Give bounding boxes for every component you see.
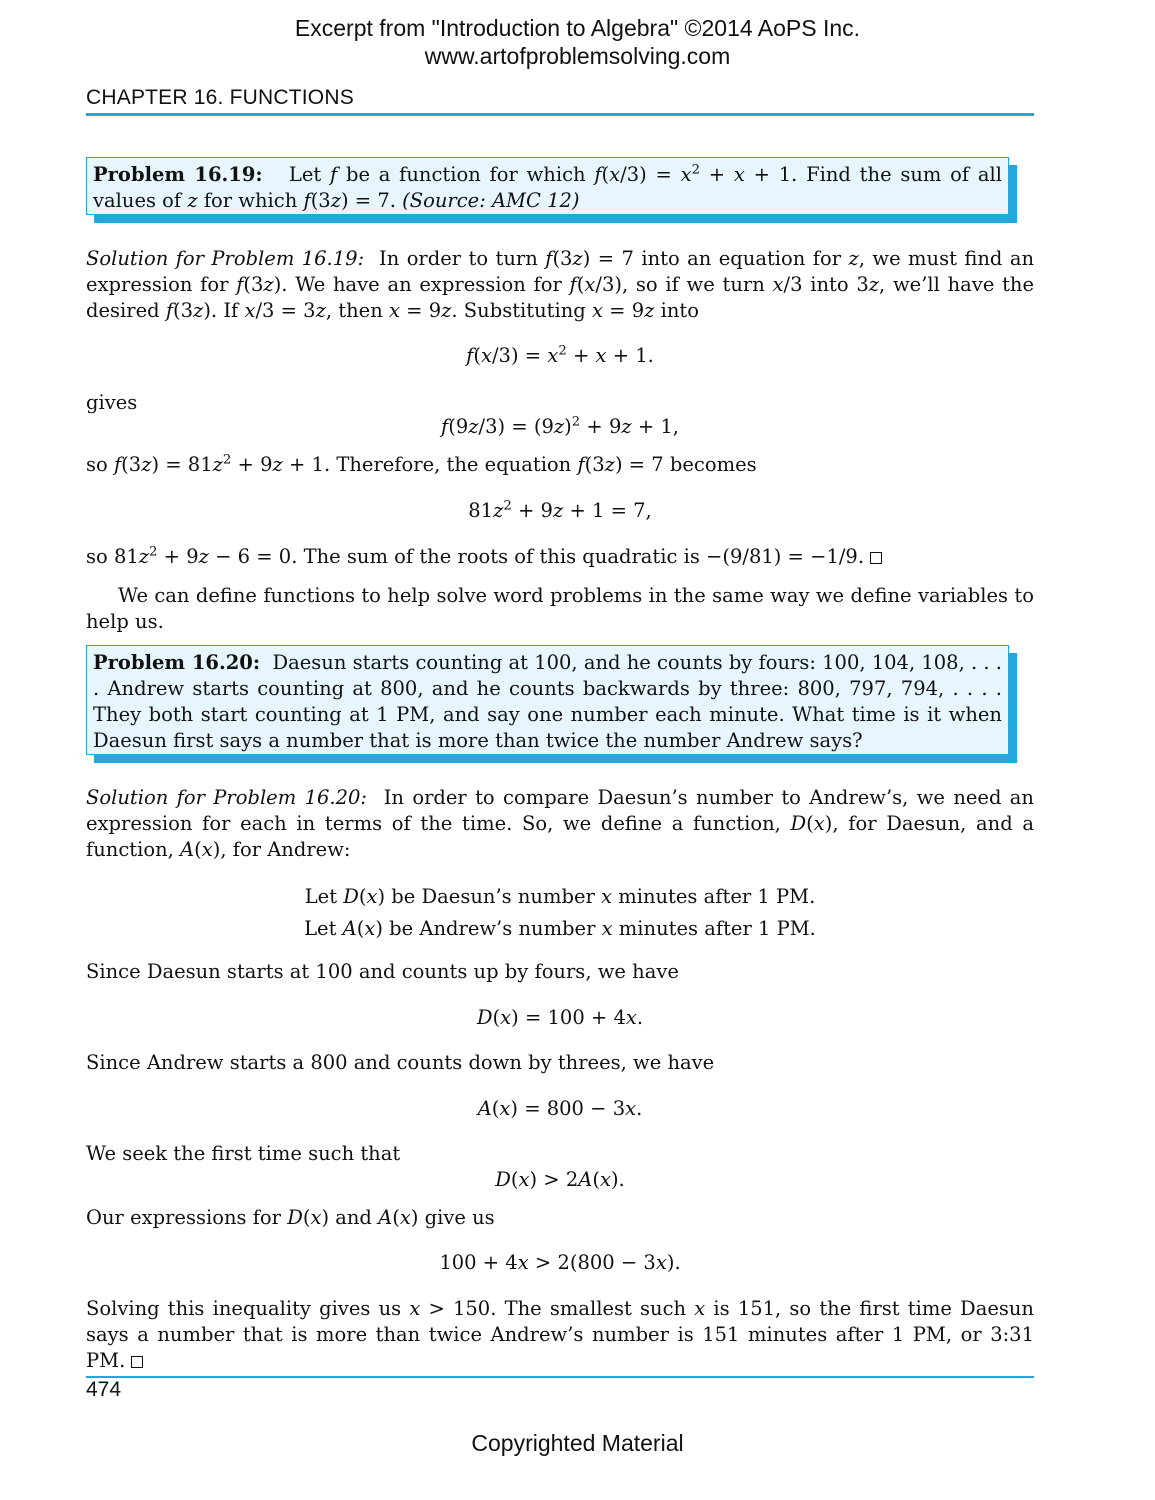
text-gives: gives — [86, 391, 138, 414]
chapter-heading: CHAPTER 16. FUNCTIONS — [86, 86, 354, 109]
excerpt-header — [0, 14, 1155, 70]
excerpt-title: Excerpt from "Introduction to Algebra" ©2014 AoPS Inc. — [294, 15, 861, 41]
definition-d: Let D(x) be Daesun’s number x minutes after 1 PM. — [304, 885, 816, 908]
solution-16-20-intro: Solution for Problem 16.20: In order to compare Daesun’s number to Andrew’s, we need an expression for each in terms of the time. So, we define a function, D(x), for Daesun, and a function, A(x), for Andrew: — [86, 786, 1034, 861]
function-definitions — [86, 881, 1034, 945]
qed-square-icon — [131, 1356, 143, 1368]
equation-quadratic: $81z^2 + 9z + 1 = 7$, — [468, 498, 652, 522]
equation-d-of-x: D(x) = 100 + 4x. — [476, 1006, 644, 1029]
problem-16-19-label: Problem 16.19: — [93, 163, 263, 186]
inequality-expanded: 100 + 4x > 2(800 − 3x). — [439, 1251, 681, 1274]
text-since-daesun: Since Daesun starts at 100 and counts up by fours, we have — [86, 960, 679, 983]
qed-square-icon — [870, 552, 882, 564]
problem-16-20-text: Daesun starts counting at 100, and he counts by fours: 100, 104, 108, . . . . Andrew starts counting at 800, and he counts backwards by three: 800, 797, 794, . . . . They both start counting at 1 PM, and say one number each minute. What time is it when Daesun first says a number that is more than twice the number Andrew says? — [93, 651, 1002, 752]
text-sum-of-roots: so $81z^2 + 9z - 6 = 0$. The sum of the roots of this quadratic is −(9/81) = −1/9. — [86, 544, 1034, 570]
equation-a-of-x: A(x) = 800 − 3x. — [477, 1097, 643, 1120]
inequality-d-gt-2a: D(x) > 2A(x). — [495, 1168, 625, 1191]
problem-16-19-text: Let f be a function for which $f(x/3) = x^2 + x + 1$. Find the sum of all values of z for which f(3z) = 7. — [93, 162, 1002, 212]
text-our-expressions: Our expressions for D(x) and A(x) give us — [86, 1206, 495, 1229]
problem-16-20-box — [86, 645, 1009, 755]
transition-paragraph: We can define functions to help solve word problems in the same way we define variables to help us. — [86, 584, 1034, 633]
definition-a: Let A(x) be Andrew’s number x minutes after 1 PM. — [304, 917, 816, 940]
equation-f-9z-over-3: $f(9z/3) = (9z)^2 + 9z + 1$, — [441, 414, 679, 438]
text-conclusion: Solving this inequality gives us x > 150. The smallest such x is 151, so the first time Daesun says a number that is more than twice Andrew’s number is 151 minutes after 1 PM, or 3:31 PM. — [86, 1297, 1034, 1372]
solution-16-20-label: Solution for Problem 16.20: — [86, 786, 367, 809]
solution-16-19-label: Solution for Problem 16.19: — [86, 247, 365, 270]
footer-rule — [86, 1376, 1034, 1378]
copyright-notice: Copyrighted Material — [471, 1430, 684, 1456]
header-rule — [86, 113, 1034, 116]
problem-16-20-label: Problem 16.20: — [93, 651, 261, 674]
page-number: 474 — [86, 1378, 122, 1401]
problem-16-19-box — [86, 157, 1009, 215]
solution-16-19-intro: Solution for Problem 16.19: In order to turn f(3z) = 7 into an equation for z, we must find an expression for f(3z). We have an expression for f(x/3), so if we turn x/3 into 3z, we’ll have the desired f(3z). If x/3 = 3z, then x = 9z. Substituting x = 9z into — [86, 247, 1035, 322]
text-so-f3z: so $f(3z) = 81z^2 + 9z + 1$. Therefore, the equation f(3z) = 7 becomes — [86, 452, 757, 476]
excerpt-url: www.artofproblemsolving.com — [424, 43, 731, 69]
text-we-seek: We seek the first time such that — [86, 1142, 401, 1165]
equation-f-x-over-3: $f(x/3) = x^2 + x + 1$. — [466, 343, 654, 367]
problem-16-19-source: (Source: AMC 12) — [402, 189, 580, 212]
text-since-andrew: Since Andrew starts a 800 and counts down by threes, we have — [86, 1051, 715, 1074]
